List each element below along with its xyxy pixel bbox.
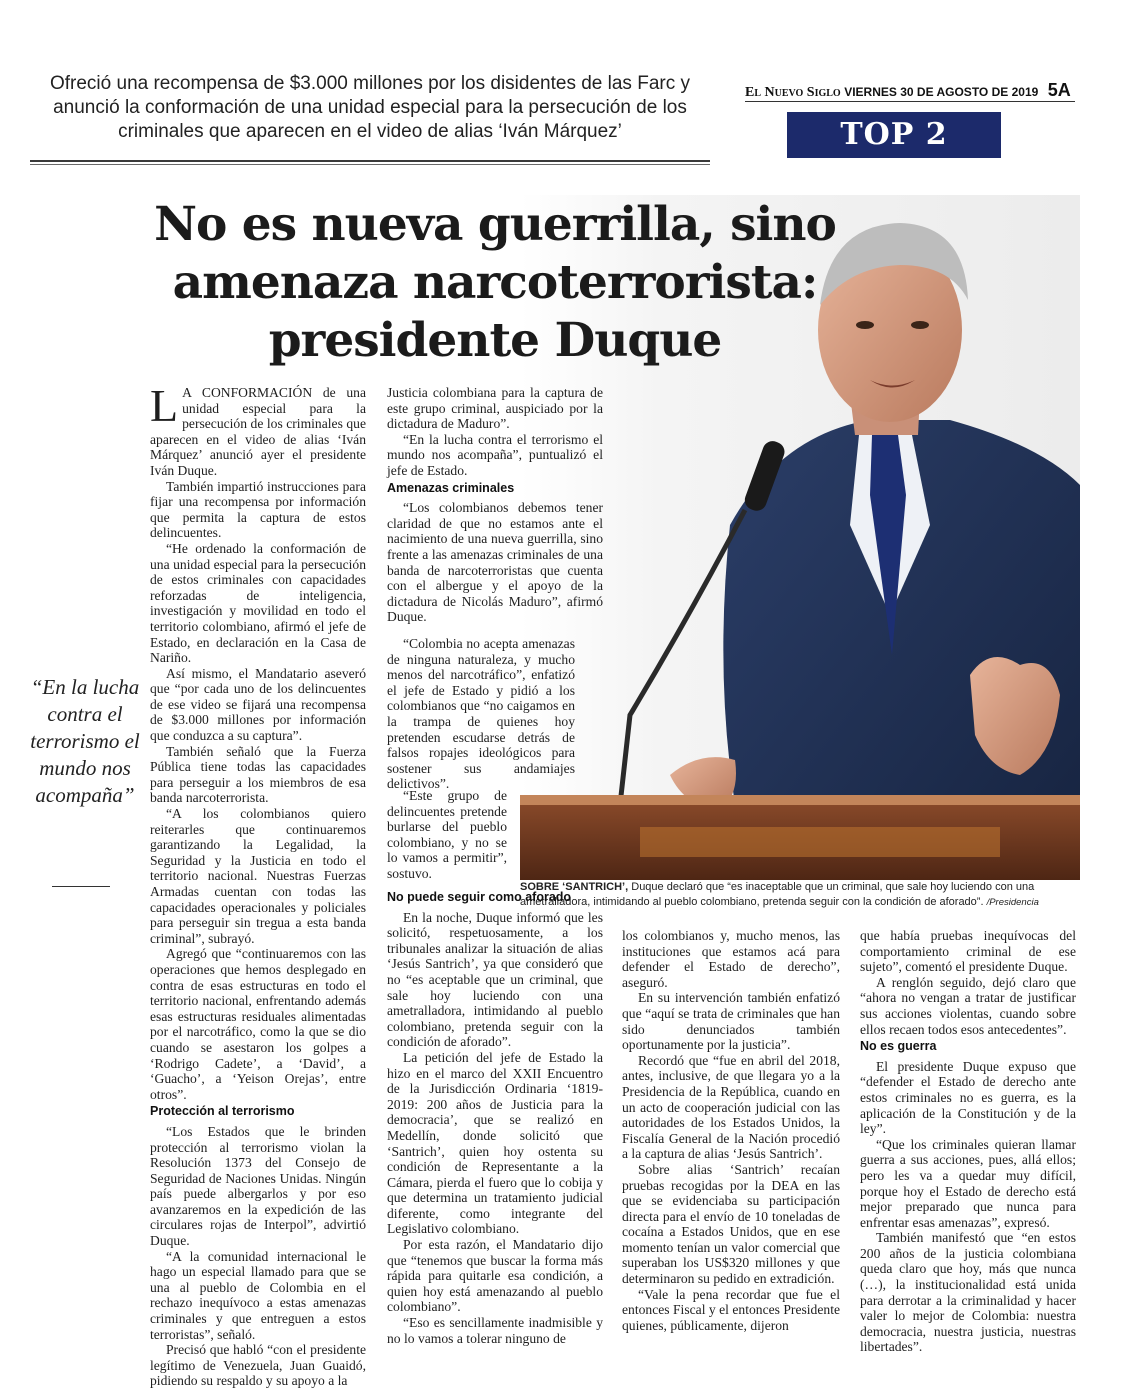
subheading: Amenazas criminales — [387, 480, 515, 495]
issue-date: VIERNES 30 DE AGOSTO DE 2019 — [844, 85, 1039, 99]
paragraph: “Vale la pena recordar que fue el entonces Fiscal y el entonces Presidente quienes, públicamente, dijeron — [622, 1286, 840, 1333]
headline: No es nueva guerrilla, sino amenaza narcoterrorista: presidente Duque — [154, 197, 836, 368]
paragraph: “Los colombianos debemos tener claridad de que no estamos ante el nacimiento de una nueva guerrilla, sino frente a las amenazas criminales de una banda de narcoterroristas que cuenta con el albergue y el apoyo de la dictadura de Nicolás Maduro”, afirmó Duque. — [387, 500, 603, 625]
paragraph: La petición del jefe de Estado la hizo en el marco del XXII Encuentro de la Jurisdicción Ordinaria ‘1819-2019: 200 años de Justicia para la democracia’, que se realizó en Medellín, donde solicitó que ‘Santrich’, quien hoy ostenta su condición de Representante a la Cámara, pierda el fuero que lo cobija y que determina un tratamiento judicial diferente, como integrante del Legislativo colombiano. — [387, 1049, 603, 1237]
masthead — [745, 80, 1075, 101]
paragraph: También señaló que la Fuerza Pública tiene todas las capacidades para perseguir a los miembros de esa banda narcoterrorista. — [150, 743, 366, 806]
article-column-2-upper — [387, 385, 603, 625]
lead-paragraph: L A CONFORMACIÓN de una unidad especial para la persecución de los criminales que aparecen en el video de alias ‘Iván Márquez’ anunció ayer el presidente Iván Duque. — [150, 380, 366, 478]
paragraph: “En la lucha contra el terrorismo el mundo nos acompaña”, puntualizó el jefe de Estado. — [387, 431, 603, 478]
paragraph: “Eso es sencillamente inadmisible y no lo vamos a tolerar ninguno de — [387, 1315, 603, 1346]
page-number: 5A — [1047, 80, 1071, 100]
caption-lead: SOBRE ‘SANTRICH’, — [520, 881, 629, 893]
paragraph: “A los colombianos quiero reiterarles que continuaremos garantizando la Legalidad, la Seguridad y la Justicia en todo el territorio nacional. Nuestras Fuerzas Armadas cuentan con todas las capacidades operacionales y policiales para perseguir sin tregua a esta banda criminal”, subrayó. — [150, 806, 366, 946]
paragraph: “He ordenado la conformación de una unidad especial para la persecución de estos criminales con capacidades reforzadas de inteligencia, investigación y movilidad en todo el territorio colombiano, afirmó el jefe de Estado, en declaración en la Casa de Nariño. — [150, 540, 366, 666]
pull-quote-rule — [52, 886, 110, 887]
photo-caption — [520, 880, 1080, 910]
paragraph: Así mismo, el Mandatario aseveró que “por cada uno de los delincuentes de ese video se fijará una recompensa de $3.000 millones por información que conduzca a su captura”. — [150, 665, 366, 744]
article-column-4 — [860, 928, 1076, 1355]
paragraph: Precisó que habló “con el presidente legítimo de Venezuela, Juan Guaidó, pidiendo su respaldo y su apoyo a la — [150, 1342, 366, 1389]
photo-credit: /Presidencia — [986, 897, 1039, 908]
paragraph: También impartió instrucciones para fijar una recompensa por información que permita la captura de estos delincuentes. — [150, 478, 366, 541]
kicker-divider-thin — [30, 164, 710, 165]
subheading: No es guerra — [860, 1039, 937, 1054]
section-label: TOP 2 — [787, 112, 1001, 158]
paragraph: Recordó que “fue en abril del 2018, antes, inclusive, de que llegara yo a la Presidencia de la República, cuando en un acto de cooperación judicial con las autoridades de los Estados Unidos, la Fiscalía General de la Nación procedió a la captura de alias ‘Jesús Santrich’. — [622, 1052, 840, 1162]
paragraph: Sobre alias ‘Santrich’ recaían pruebas recogidas por la DEA en las que se evidenciaba su participación directa para el envío de 10 toneladas de cocaína a Estados Unidos, que en ese momento tenían un valor comercial que superaban los US$320 millones y que determinaron su pedido en extradición. — [622, 1161, 840, 1287]
kicker-divider — [30, 160, 710, 162]
paragraph: “A la comunidad internacional le hago un especial llamado para que se una al pueblo de Colombia en el rechazo inequívoco a estas amenazas criminales y que entreguen a estos terroristas”, señaló. — [150, 1248, 366, 1342]
drop-cap: L — [150, 380, 179, 431]
paragraph: Por esta razón, el Mandatario dijo que “tenemos que buscar la forma más rápida para quitarle esa condición, a quien hoy está amenazando al pueblo colombiano”. — [387, 1237, 603, 1315]
caption-text: Duque declaró que “es inaceptable que un criminal, que sale hoy luciendo con una ametralladora, intimidando al pueblo colombiano, pretenda seguir con la condición de aforado”. — [520, 881, 1035, 908]
paragraph: El presidente Duque expuso que “defender el Estado de derecho ante estos criminales no es guerra, es la aplicación de la Constitución y de la ley”. — [860, 1058, 1076, 1137]
pull-quote: “En la lucha contra el terrorismo el mundo nos acompaña” — [30, 675, 140, 807]
paragraph: Agregó que “continuaremos con las operaciones que hemos desplegado en contra de esas estructuras en todo el territorio nacional, enfrentando además esas estructuras residuales alimentadas por el narcotráfico, como la que se dio cuando se asestaron los golpes a ‘Rodrigo Cadete’, a ‘David’, a ‘Guacho’, a ‘Yeison Orejas’, entre otros”. — [150, 946, 366, 1102]
masthead-divider — [745, 101, 1075, 102]
paragraph: “Este grupo de delincuentes pretende burlarse del pueblo colombiano, y no se lo vamos a permitir”, sostuvo. — [387, 788, 507, 881]
paragraph: En la noche, Duque informó que les solicitó, respetuosamente, a los tribunales analizar la situación de alias ‘Jesús Santrich’, ya que consideró que no “es aceptable que un criminal, que sale hoy luciendo con una ametralladora, intimidando al pueblo colombiano, pretenda seguir con la condición de aforado”. — [387, 909, 603, 1050]
paragraph: que había pruebas inequívocas del comportamiento criminal de ese sujeto”, comentó el presidente Duque. — [860, 928, 1076, 975]
paragraph: A renglón seguido, dejó claro que “ahora no vengan a tratar de justificar sus acciones violentas, cuando sobre ellos recaen todos esos antecedentes”. — [860, 974, 1076, 1037]
article-column-2-middle — [387, 636, 575, 792]
paragraph: “Los Estados que le brinden protección al terrorismo violan la Resolución 1373 del Consejo de Seguridad de Naciones Unidas. Ningún país puede albergarlos y por eso avanzaremos en la expedición de las circulares rojas de Interpol”, advirtió Duque. — [150, 1123, 366, 1249]
article-column-1 — [150, 380, 366, 1389]
paragraph: También manifestó que “en estos 200 años de la justicia colombiana queda claro que hoy, más que nunca (…), la institucionalidad está unida para derrotar a la criminalidad y hacer valer lo mejor de Colombia: nuestra democracia, nuestra justicia, nuestras libertades”. — [860, 1230, 1076, 1355]
article-column-2-lower — [387, 888, 603, 1346]
subheading: No puede seguir como aforado — [387, 890, 572, 904]
paragraph: “Que los criminales quieran llamar guerra a sus acciones, pues, allá ellos; pero les va a quedar muy difícil, porque hoy el Estado de derecho está mejor preparado que nunca para enfrentar esas amenazas”, expresó. — [860, 1136, 1076, 1230]
subheading: Protección al terrorismo — [150, 1104, 295, 1119]
paragraph: En su intervención también enfatizó que “aquí se trata de criminales que han sido denunciados también oportunamente por la justicia”. — [622, 990, 840, 1053]
paragraph: Justicia colombiana para la captura de este grupo criminal, auspiciado por la dictadura de Maduro”. — [387, 385, 603, 432]
article-column-3 — [622, 928, 840, 1333]
paragraph: los colombianos y, mucho menos, las instituciones que estamos acá para defender el Estado de derecho”, aseguró. — [622, 928, 840, 990]
kicker-summary: Ofreció una recompensa de $3.000 millones por los disidentes de las Farc y anunció la conformación de una unidad especial para la persecución de los criminales que aparecen en el video de alias ‘Iván Márquez’ — [49, 73, 690, 142]
article-column-2-narrow — [387, 788, 507, 882]
paper-name: El Nuevo Siglo — [745, 85, 841, 100]
paragraph: “Colombia no acepta amenazas de ninguna naturaleza, y mucho menos del narcotráfico”, enfatizó el jefe de Estado y pidió a los colombianos que “no caigamos en la trampa de quienes hoy pretenden escudarse detrás de falsos ropajes ideológicos para sostener sus andamiajes delictivos”. — [387, 636, 575, 792]
